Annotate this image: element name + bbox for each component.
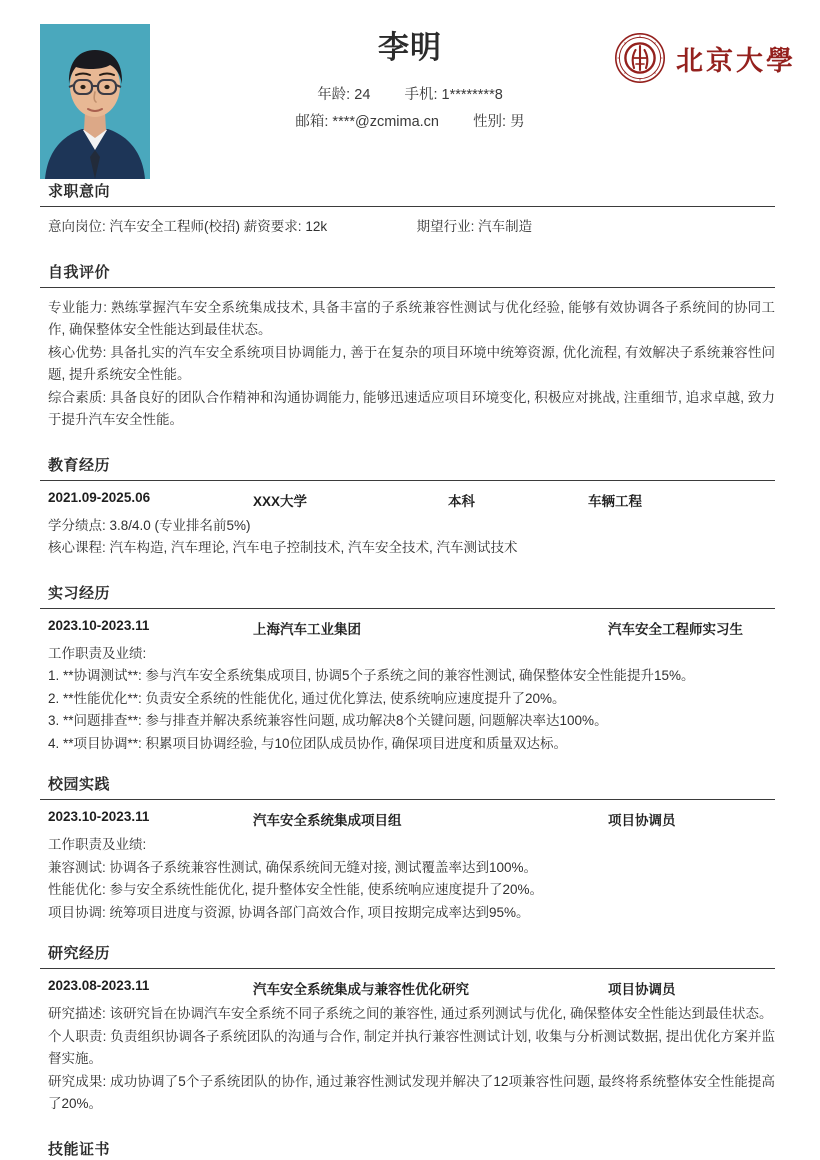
research-entry-row <box>48 978 775 1001</box>
section-title-education: 教育经历 <box>48 456 111 474</box>
campus-project: 汽车安全系统集成项目组 <box>253 813 402 828</box>
internship-bullet: 4. **项目协调**: 积累项目协调经验, 与10位团队成员协作, 确保项目进度和质量双达标。 <box>48 735 568 751</box>
campus-entry-row <box>48 809 775 832</box>
gender-label: 性别: <box>473 114 507 130</box>
contact-line-1 <box>190 82 630 109</box>
education-degree: 本科 <box>448 493 475 509</box>
education-entry-row <box>48 490 775 513</box>
internship-entry-row <box>48 618 775 641</box>
internship-date: 2023.10-2023.11 <box>48 617 150 633</box>
education-courses: 核心课程: 汽车构造, 汽车理论, 汽车电子控制技术, 汽车安全技术, 汽车测试技术 <box>48 540 518 555</box>
research-role: 项目协调员 <box>608 982 676 997</box>
section-skills-certificates <box>0 1138 820 1160</box>
section-body-self-evaluation <box>0 288 820 432</box>
contact-line-2 <box>190 109 630 136</box>
age-value: 24 <box>354 87 371 103</box>
campus-bullet: 兼容测试: 协调各子系统兼容性测试, 确保系统间无缝对接, 测试覆盖率达到100%。 <box>48 859 538 875</box>
campus-date: 2023.10-2023.11 <box>48 809 150 824</box>
resume-header <box>0 0 820 180</box>
university-name: 北京大學 <box>676 45 796 76</box>
age-label: 年龄: <box>317 87 351 103</box>
position-value: 汽车安全工程师(校招) <box>109 219 241 234</box>
section-title-internship: 实习经历 <box>48 584 111 602</box>
education-date: 2021.09-2025.06 <box>48 489 151 505</box>
evaluation-paragraph: 专业能力: 熟练掌握汽车安全系统集成技术, 具备丰富的子系统兼容性测试与优化经验, 能够有效协调各子系统间的协同工作, 确保整体安全性能达到最佳状态。 <box>48 299 775 337</box>
internship-company: 上海汽车工业集团 <box>253 621 361 637</box>
section-campus-practice <box>0 773 820 924</box>
internship-subtitle: 工作职责及业绩: <box>48 645 147 661</box>
internship-bullet: 1. **协调测试**: 参与汽车安全系统集成项目, 协调5个子系统之间的兼容性测试, 确保整体安全性能提升15%。 <box>48 668 695 683</box>
section-body-campus-practice <box>0 800 820 924</box>
campus-role: 项目协调员 <box>608 813 676 828</box>
job-intention-row <box>48 216 775 239</box>
research-paragraph: 研究描述: 该研究旨在协调汽车安全系统不同子系统之间的兼容性, 通过系列测试与优化, 确保整体安全性能达到最佳状态。 <box>48 1006 773 1021</box>
profile-photo <box>40 24 150 179</box>
contact-info <box>190 82 630 136</box>
university-logo <box>614 32 796 84</box>
email-value: ****@zcmima.cn <box>332 114 439 130</box>
section-body-education <box>0 481 820 560</box>
section-job-intention <box>0 180 820 239</box>
campus-subtitle: 工作职责及业绩: <box>48 837 147 852</box>
section-research <box>0 942 820 1116</box>
education-school: XXX大学 <box>253 493 308 509</box>
research-project: 汽车安全系统集成与兼容性优化研究 <box>253 982 469 997</box>
research-date: 2023.08-2023.11 <box>48 978 150 993</box>
identity-block <box>190 26 630 136</box>
education-major: 车辆工程 <box>588 493 642 509</box>
internship-bullet: 3. **问题排查**: 参与排查并解决系统兼容性问题, 成功解决8个关键问题, 问题解决率达100%。 <box>48 713 608 728</box>
section-body-internship <box>0 609 820 756</box>
research-paragraph: 研究成果: 成功协调了5个子系统团队的协作, 通过兼容性测试发现并解决了12项兼容性问题, 最终将系统整体安全性能提高了20%。 <box>48 1073 775 1111</box>
section-title-skills-certificates: 技能证书 <box>48 1140 111 1158</box>
section-title-self-evaluation: 自我评价 <box>48 263 111 281</box>
section-body-research <box>0 969 820 1116</box>
phone-value: 1********8 <box>441 87 503 103</box>
section-self-evaluation <box>0 261 820 432</box>
section-title-campus-practice: 校园实践 <box>48 776 111 793</box>
university-seal-icon <box>614 32 666 84</box>
gender-value: 男 <box>510 114 525 130</box>
research-paragraph: 个人职责: 负责组织协调各子系统团队的沟通与合作, 制定并执行兼容性测试计划, 收集与分析测试数据, 提出优化方案并监督实施。 <box>48 1028 775 1066</box>
email-label: 邮箱: <box>295 114 329 130</box>
salary-label: 薪资要求: <box>243 219 302 234</box>
industry-label: 期望行业: <box>416 219 475 234</box>
section-internship <box>0 582 820 756</box>
section-education <box>0 454 820 560</box>
evaluation-paragraph: 综合素质: 具备良好的团队合作精神和沟通协调能力, 能够迅速适应项目环境变化, 积极应对挑战, 注重细节, 追求卓越, 致力于提升汽车安全性能。 <box>48 389 775 427</box>
page-title: 李明 <box>378 30 442 65</box>
campus-bullet: 项目协调: 统筹项目进度与资源, 协调各部门高效合作, 项目按期完成率达到95%。 <box>48 904 530 920</box>
position-label: 意向岗位: <box>48 219 106 234</box>
evaluation-paragraph: 核心优势: 具备扎实的汽车安全系统项目协调能力, 善于在复杂的项目环境中统筹资源, 优化流程, 有效解决子系统兼容性问题, 提升系统安全性能。 <box>48 344 775 382</box>
section-body-job-intention <box>0 207 820 239</box>
internship-bullet: 2. **性能优化**: 负责安全系统的性能优化, 通过优化算法, 使系统响应速度提升了20%。 <box>48 690 566 706</box>
salary-value: 12k <box>305 219 328 234</box>
section-title-job-intention: 求职意向 <box>48 183 111 200</box>
industry-value: 汽车制造 <box>478 219 533 234</box>
section-title-research: 研究经历 <box>48 945 111 962</box>
campus-bullet: 性能优化: 参与安全系统性能优化, 提升整体安全性能, 使系统响应速度提升了20%。 <box>48 882 544 897</box>
internship-role: 汽车安全工程师实习生 <box>608 621 743 637</box>
phone-label: 手机: <box>404 87 438 103</box>
education-gpa: 学分绩点: 3.8/4.0 (专业排名前5%) <box>48 517 251 533</box>
